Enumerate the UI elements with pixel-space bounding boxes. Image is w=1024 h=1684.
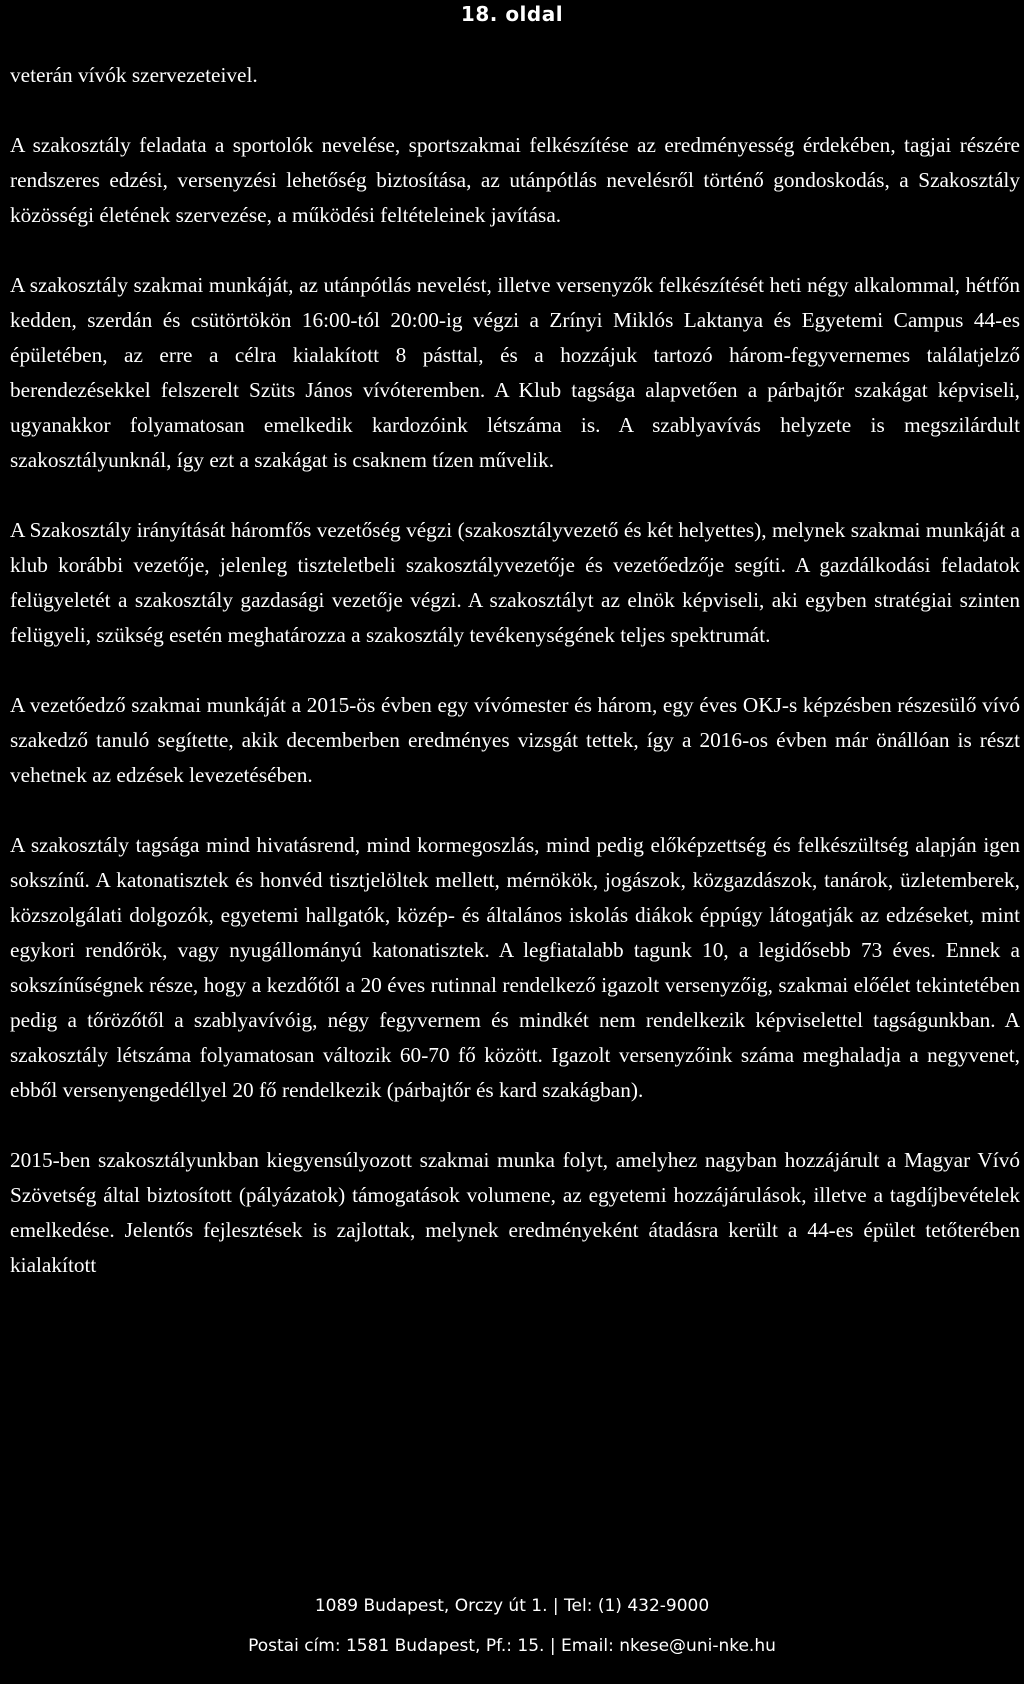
paragraph-membership: A szakosztály tagsága mind hivatásrend, mind kormegoszlás, mind pedig előképzettség és felkészültség alapján igen sokszínű. A katonatisztek és honvéd tisztjelöltek mellett, mérnökök, jogászok, közgazdászok, tanárok, üzletemberek, közszolgálati dolgozók, egyetemi hallgatók, közép- és általános iskolás diákok éppúgy látogatják az edzéseket, mint egykori rendőrök, vagy nyugállományú katonatisztek. A legfiatalabb tagunk 10, a legidősebb 73 éves. Ennek a sokszínűségnek része, hogy a kezdőtől a 20 éves rutinnal rendelkező igazolt versenyzőig, szakmai előélet tekintetében pedig a tőrözőtől a szablyavívóig, négy fegyvernem és mindkét nem rendelkezik képviselettel tagságunkban. A szakosztály létszáma folyamatosan változik 60-70 fő között. Igazolt versenyzőink száma meghaladja a negyvenet, ebből versenyengedéllyel 20 fő rendelkezik (párbajtőr és kard szakágban). <box>10 833 1020 1102</box>
paragraph-2015-summary: 2015-ben szakosztályunkban kiegyensúlyozott szakmai munka folyt, amelyhez nagyban hozzájárult a Magyar Vívó Szövetség által biztosított (pályázatok) támogatások volumene, az egyetemi hozzájárulások, illetve a tagdíjbevételek emelkedése. Jelentős fejlesztések is zajlottak, melynek eredményeként átadásra került a 44-es épület tetőterében kialakított <box>10 1148 1020 1277</box>
paragraph-training-schedule: A szakosztály szakmai munkáját, az utánpótlás nevelést, illetve versenyzők felkészítését heti négy alkalommal, hétfőn kedden, szerdán és csütörtökön 16:00-tól 20:00-ig végzi a Zrínyi Miklós Laktanya és Egyetemi Campus 44-es épületében, az erre a célra kialakított 8 pásttal, és a hozzájuk tartozó három-fegyvernemes találatjelző berendezésekkel felszerelt Szüts János vívóteremben. A Klub tagsága alapvetően a párbajtőr szakágat képviseli, ugyanakkor folyamatosan emelkedik kardozóink létszáma is. A szablyavívás helyzete is megszilárdult szakosztályunknál, így ezt a szakágat is csaknem tízen művelik. <box>10 273 1020 472</box>
footer-postal-contact: Postai cím: 1581 Budapest, Pf.: 15. | Email: nkese@uni-nke.hu <box>248 1636 776 1656</box>
paragraph-head-coach: A vezetőedző szakmai munkáját a 2015-ös évben egy vívómester és három, egy éves OKJ-s képzésben részesülő vívó szakedző tanuló segítette, akik decemberben eredményes vizsgát tettek, így a 2016-os évben már önállóan is részt vehetnek az edzések levezetésében. <box>10 693 1020 787</box>
document-body <box>10 58 1020 1318</box>
paragraph-management: A Szakosztály irányítását háromfős vezetőség végzi (szakosztályvezető és két helyettes), melynek szakmai munkáját a klub korábbi vezetője, jelenleg tiszteletbeli szakosztályvezetője és vezetőedzője segíti. A gazdálkodási feladatok felügyeletét a szakosztály gazdasági vezetője végzi. A szakosztályt az elnök képviseli, aki egyben stratégiai szinten felügyeli, szükség esetén meghatározza a szakosztály tevékenységének teljes spektrumát. <box>10 518 1020 647</box>
paragraph-continuation: veterán vívók szervezeteivel. <box>10 63 258 87</box>
footer-address: 1089 Budapest, Orczy út 1. | Tel: (1) 432-9000 <box>314 1596 710 1616</box>
page-number: 18. oldal <box>460 2 564 26</box>
paragraph-tasks: A szakosztály feladata a sportolók nevelése, sportszakmai felkészítése az eredményesség érdekében, tagjai részére rendszeres edzési, versenyzési lehetőség biztosítása, az utánpótlás nevelésről történő gondoskodás, a Szakosztály közösségi életének szervezése, a működési feltételeinek javítása. <box>10 133 1020 227</box>
